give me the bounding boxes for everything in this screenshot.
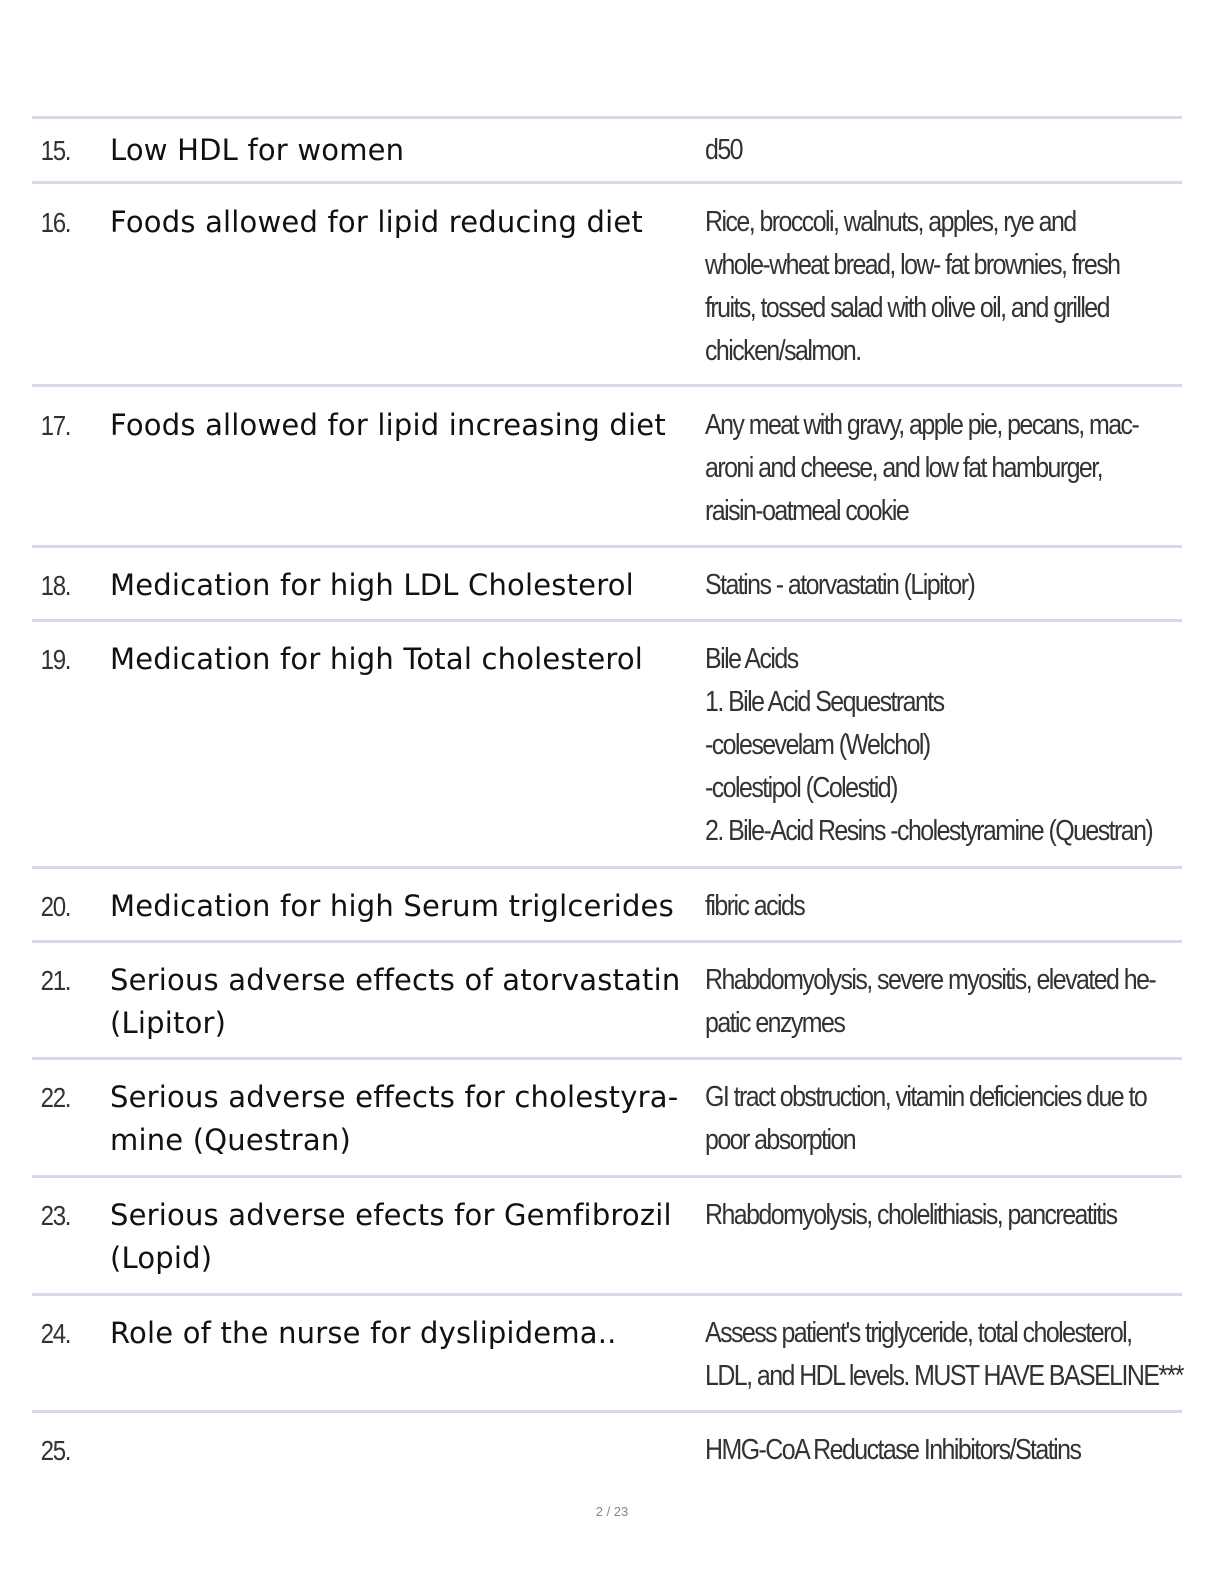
table-row [32, 184, 1182, 387]
row-term: Medication for high LDL Cholesterol [110, 568, 634, 602]
table-row [32, 943, 1182, 1060]
table-row [32, 869, 1182, 943]
row-number: 18. [40, 570, 71, 601]
row-number: 23. [40, 1200, 71, 1231]
table-row [32, 1296, 1182, 1413]
row-number: 24. [40, 1318, 71, 1349]
row-number: 20. [40, 891, 71, 922]
page-number: 2 / 23 [595, 1504, 629, 1519]
row-number: 22. [40, 1082, 71, 1113]
row-number: 21. [40, 965, 71, 996]
table-row [32, 387, 1182, 548]
row-definition: Bile Acids 1. Bile Acid Sequestrants -colesevelam (Welchol) -colestipol (Colestid) 2. Bile-Acid Resins -cholestyramine (Questran) [705, 643, 1153, 847]
row-definition: d50 [705, 134, 742, 166]
row-definition: Assess patient's triglyceride, total cholesterol, LDL, and HDL levels. MUST HAVE BASELINE*** [705, 1317, 1183, 1392]
row-term: Serious adverse effects for cholestyra- mine (Questran) [110, 1080, 679, 1157]
row-term: Serious adverse efects for Gemfibrozil (Lopid) [110, 1198, 672, 1275]
row-definition: HMG-CoA Reductase Inhibitors/Statins [705, 1434, 1081, 1466]
row-term: Role of the nurse for dyslipidema.. [110, 1316, 617, 1350]
flashcard-table [32, 116, 1182, 1483]
row-definition: Rhabdomyolysis, cholelithiasis, pancreatitis [705, 1199, 1117, 1231]
row-definition: fibric acids [705, 890, 805, 922]
table-row [32, 1060, 1182, 1178]
row-number: 17. [40, 410, 71, 441]
row-definition: GI tract obstruction, vitamin deficiencies due to poor absorption [705, 1081, 1147, 1156]
row-term: Low HDL for women [110, 133, 405, 167]
row-definition: Rhabdomyolysis, severe myositis, elevated he- patic enzymes [705, 964, 1156, 1039]
row-term [110, 1429, 705, 1483]
table-row [32, 622, 1182, 869]
row-number: 15. [40, 135, 71, 166]
row-term: Serious adverse effects of atorvastatin (Lipitor) [110, 963, 681, 1040]
row-term: Foods allowed for lipid increasing diet [110, 408, 666, 442]
row-definition: Statins - atorvastatin (Lipitor) [705, 569, 975, 601]
row-definition: Any meat with gravy, apple pie, pecans, mac- aroni and cheese, and low fat hamburger, raisin-oatmeal cookie [705, 409, 1139, 527]
table-row [32, 1178, 1182, 1296]
row-term: Foods allowed for lipid reducing diet [110, 205, 643, 239]
row-term: Medication for high Total cholesterol [110, 642, 644, 676]
table-row [32, 1413, 1182, 1483]
table-row [32, 119, 1182, 184]
row-number: 19. [40, 644, 71, 675]
row-number: 16. [40, 207, 71, 238]
row-number: 25. [40, 1435, 71, 1466]
row-definition: Rice, broccoli, walnuts, apples, rye and whole-wheat bread, low- fat brownies, fresh fruits, tossed salad with olive oil, and grilled chicken/salmon. [705, 206, 1120, 367]
row-term: Medication for high Serum triglcerides [110, 889, 674, 923]
table-row [32, 548, 1182, 622]
